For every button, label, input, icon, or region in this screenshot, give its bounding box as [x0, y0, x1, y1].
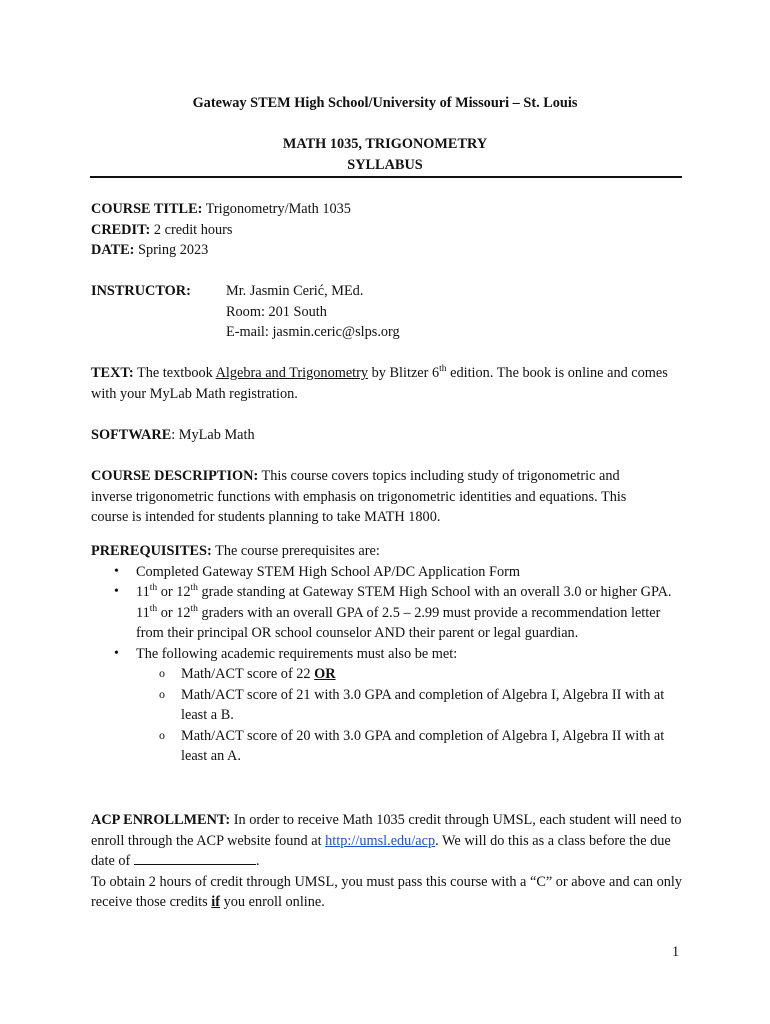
- institution-heading: Gateway STEM High School/University of Missouri – St. Louis: [192, 95, 578, 111]
- software-section: SOFTWARE: MyLab Math: [91, 427, 255, 443]
- page-number: 1: [672, 944, 680, 960]
- list-item: • Completed Gateway STEM High School AP/DC Application Form: [91, 562, 683, 583]
- instructor-details: [226, 281, 400, 343]
- prerequisites-intro: PREREQUISITES: The course prerequisites are:: [91, 543, 380, 559]
- acp-link[interactable]: http://umsl.edu/acp: [325, 832, 436, 849]
- textbook-title: Algebra and Trigonometry: [215, 365, 369, 381]
- text-section: TEXT: The textbook Algebra and Trigonometry by Blitzer 6th edition. The book is online and comes with your MyLab Math registration.: [91, 364, 668, 402]
- academic-requirements-list: [91, 664, 683, 767]
- due-date-blank: [134, 851, 256, 865]
- list-item: • 11th or 12th grade standing at Gateway STEM High School with an overall 3.0 or higher GPA. 11th or 12th graders with an overall GPA of 2.5 – 2.99 must provide a recommendation letter from their principal OR school counselor AND their parent or legal guardian.: [91, 582, 683, 644]
- credit-line: CREDIT: 2 credit hours: [91, 221, 233, 238]
- course-heading: MATH 1035, TRIGONOMETRY: [282, 136, 488, 152]
- list-item: o Math/ACT score of 22 OR: [91, 664, 683, 685]
- date-line: DATE: Spring 2023: [91, 242, 209, 258]
- header-divider: [90, 176, 682, 178]
- list-item: o Math/ACT score of 21 with 3.0 GPA and completion of Algebra I, Algebra II with at least a B.: [91, 685, 683, 726]
- syllabus-heading: SYLLABUS: [347, 157, 423, 173]
- list-item: o Math/ACT score of 20 with 3.0 GPA and completion of Algebra I, Algebra II with at least an A.: [91, 726, 683, 767]
- course-description: COURSE DESCRIPTION: This course covers topics including study of trigonometric and inverse trigonometric functions with emphasis on trigonometric identities and equations. This course is intended for students planning to take MATH 1800.: [91, 468, 627, 525]
- course-title-line: COURSE TITLE: Trigonometry/Math 1035: [91, 201, 351, 217]
- instructor-name: Mr. Jasmin Cerić, MEd.: [226, 283, 364, 299]
- instructor-label: INSTRUCTOR:: [91, 283, 191, 299]
- instructor-email: E-mail: jasmin.ceric@slps.org: [226, 324, 400, 340]
- acp-enrollment-section: ACP ENROLLMENT: In order to receive Math 1035 credit through UMSL, each student will need to enroll through the ACP website found at http://umsl.edu/acp. We will do this as a class before the due date of . To obtain 2 hours of credit through UMSL, you must pass this course with a “C” or above and can only receive those credits if you enroll online.: [91, 812, 683, 910]
- instructor-room: Room: 201 South: [226, 303, 327, 320]
- prerequisites-section: [91, 541, 683, 767]
- prerequisites-list: [91, 562, 683, 665]
- course-info: [91, 199, 683, 261]
- list-item: • The following academic requirements must also be met:: [91, 644, 683, 665]
